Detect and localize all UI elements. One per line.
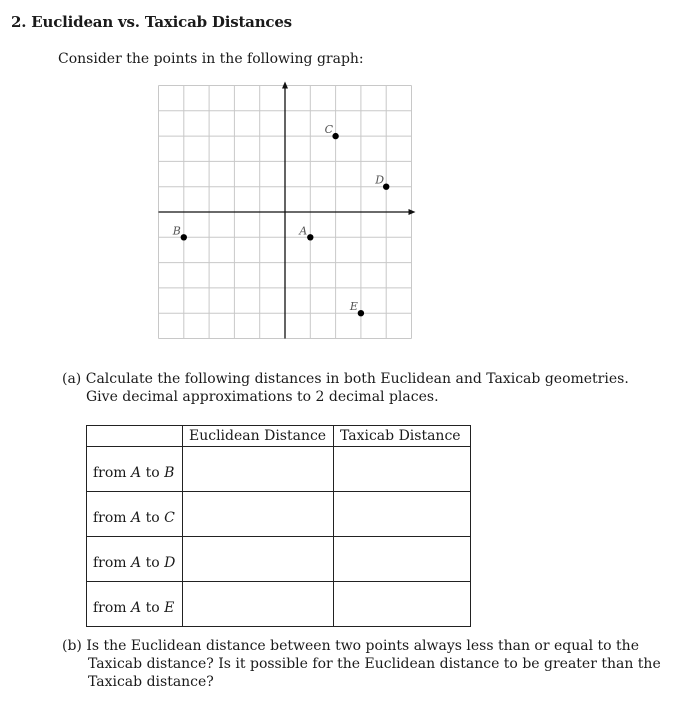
- point-c: [332, 133, 338, 139]
- euclidean-answer-cell[interactable]: [183, 582, 334, 627]
- table-header-row: [87, 426, 471, 447]
- taxicab-answer-cell[interactable]: [334, 582, 471, 627]
- table-header-taxicab: Taxicab Distance: [334, 426, 471, 447]
- point-a: [307, 234, 313, 240]
- table-header-euclidean: Euclidean Distance: [183, 426, 334, 447]
- row-label: from A to D: [87, 537, 183, 582]
- table-row: [87, 537, 471, 582]
- part-b-line3: Taxicab distance?: [88, 674, 214, 690]
- section-number: 2.: [11, 13, 27, 31]
- part-b-line2: Taxicab distance? Is it possible for the Euclidean distance to be greater than the: [88, 656, 661, 672]
- point-label-b: B: [172, 224, 181, 238]
- taxicab-answer-cell[interactable]: [334, 537, 471, 582]
- taxicab-answer-cell[interactable]: [334, 492, 471, 537]
- euclidean-answer-cell[interactable]: [183, 447, 334, 492]
- table-row: [87, 492, 471, 537]
- point-label-a: A: [299, 224, 308, 238]
- row-label: from A to E: [87, 582, 183, 627]
- section-title: Euclidean vs. Taxicab Distances: [31, 13, 292, 31]
- row-label: from A to C: [87, 492, 183, 537]
- part-a-line2: Give decimal approximations to 2 decimal places.: [86, 389, 439, 405]
- table-row: [87, 447, 471, 492]
- euclidean-answer-cell[interactable]: [183, 492, 334, 537]
- distance-table: [86, 425, 471, 627]
- point-e: [358, 310, 364, 316]
- part-b-label: (b): [62, 638, 82, 654]
- row-label: from A to B: [87, 447, 183, 492]
- point-label-d: D: [375, 173, 385, 187]
- part-a-line1: Calculate the following distances in both Euclidean and Taxicab geometries.: [85, 371, 629, 387]
- taxicab-answer-cell[interactable]: [334, 447, 471, 492]
- part-a-label: (a): [62, 371, 82, 387]
- part-b-question: [62, 637, 661, 691]
- point-b: [181, 234, 187, 240]
- part-a-question: [62, 370, 629, 406]
- point-label-c: C: [324, 123, 334, 137]
- intro-text: Consider the points in the following graph:: [58, 51, 364, 67]
- table-row: [87, 582, 471, 627]
- euclidean-answer-cell[interactable]: [183, 537, 334, 582]
- table-header-empty: [87, 426, 183, 447]
- part-b-line1: Is the Euclidean distance between two points always less than or equal to the: [86, 638, 639, 654]
- point-label-e: E: [349, 300, 358, 314]
